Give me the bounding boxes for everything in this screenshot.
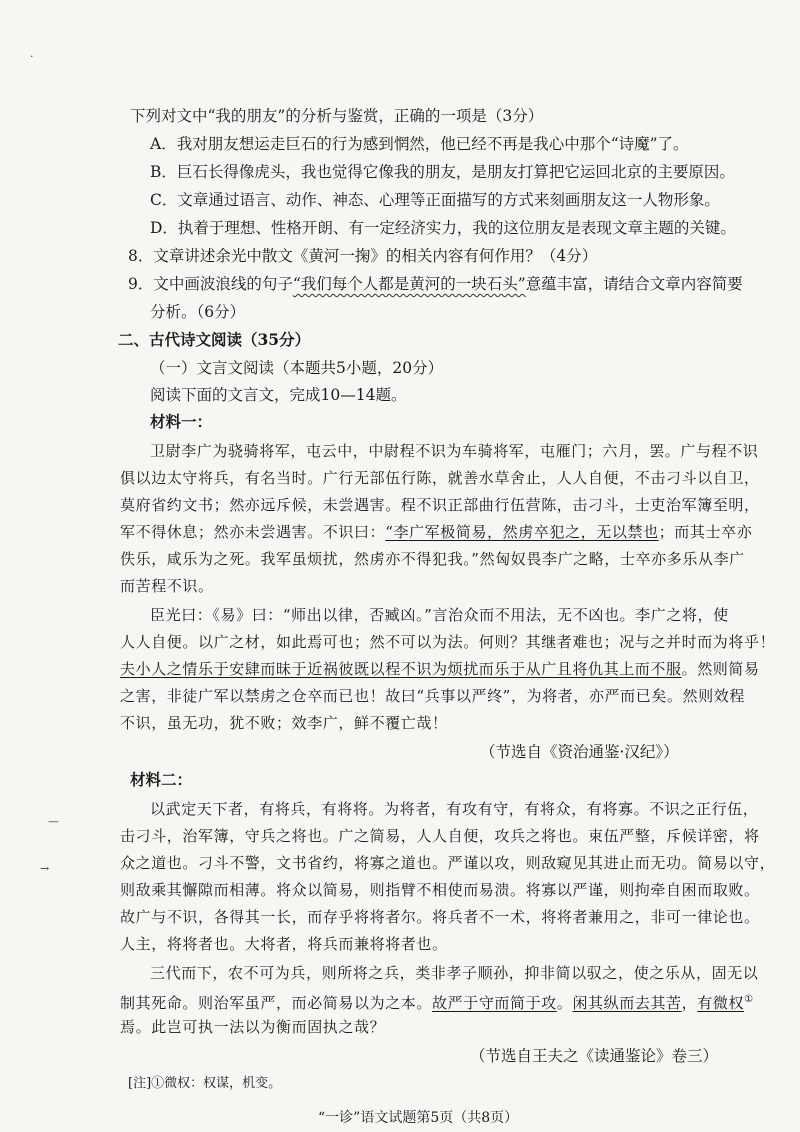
underlined-sentence: “李广军极简易，然虏卒犯之，无以禁也 [385, 523, 659, 541]
material-1-p2-line [120, 659, 760, 679]
material-2-p1-line: 以武定天下者，有将兵，有将将。为将者，有攻有守，有将众，有将寡。不识之正行伍， [150, 800, 759, 818]
material-1-p1-text: 军不得休息；然亦未尝遇害。不识曰： [120, 523, 386, 541]
subsection-1-heading: （一）文言文阅读（本题共5小题，20分） [150, 359, 444, 377]
question-7-stem: 下列对文中“我的朋友”的分析与鉴赏，正确的一项是（3分） [130, 107, 544, 125]
material-1-p1-text: ；而其士卒亦 [658, 523, 753, 541]
material-1-p1-line: 莫府省约文书；然亦远斥候，未尝遇害。程不识正部曲行伍营陈，击刁斗，士吏治军簿至明， [120, 496, 760, 514]
question-9-prefix: 9．文中画波浪线的句子 [128, 275, 293, 293]
question-9-line-2: 分析。（6分） [150, 303, 246, 321]
question-7-option-a: A．我对朋友想运走巨石的行为感到惘然，他已经不再是我心中那个“诗魔”了。 [150, 135, 689, 153]
material-1-p1-line [120, 522, 752, 542]
material-2-p1-line: 则敌乘其懈隙而相薄。将众以简易，则指臂不相使而易溃。将寡以严谨，则拘牵自困而取败。 [120, 881, 760, 899]
material-2-p2-line: 焉。此岂可执一法以为衡而固执之哉？ [120, 1018, 386, 1036]
punctuation: ， [681, 994, 698, 1012]
question-9-line-1 [128, 274, 743, 294]
scan-mark: → [40, 862, 50, 875]
material-2-label: 材料二： [130, 770, 193, 789]
material-1-p2-line: 之害，非徒广军以禁虏之仓卒而已也！故曰“兵事以严终”，为将者，亦严而已矣。然则效程 [120, 687, 745, 705]
material-2-p2-line [120, 990, 754, 1013]
page-footer: “一诊”语文试题第5页（共8页） [318, 1110, 519, 1126]
reading-instruction: 阅读下面的文言文，完成10—14题。 [150, 386, 407, 404]
question-9-suffix: 意蕴丰富，请结合文章内容简要 [525, 275, 743, 293]
question-9-wavy-sentence: “我们每个人都是黄河的一块石头” [292, 275, 526, 293]
material-1-p2-line: 不识，虽无功，犹不败；效李广，鲜不覆亡哉！ [120, 714, 448, 732]
underlined-phrase: 闲其纵而去其苦 [572, 994, 682, 1012]
material-2-p1-line: 故广与不识，各得其一长，而存乎将将者尔。将兵者不一术，将将者兼用之，非可一律论也。 [120, 908, 760, 926]
material-1-p1-line: 而苦程不识。 [120, 577, 214, 595]
material-2-p1-line: 击刁斗，治军簿，守兵之将也。广之简易，人人自便，攻兵之将也。束伍严整，斥候详密，将 [120, 827, 760, 845]
material-1-source: （节选自《资治通鉴·汉纪》） [480, 743, 679, 761]
material-1-p1-line: 卫尉李广为骁骑将军，屯云中，中尉程不识为车骑将军，屯雁门；六月，罢。广与程不识 [150, 442, 759, 460]
underlined-phrase: 有微权 [697, 994, 745, 1012]
question-7-option-d: D．执着于理想、性格开朗、有一定经济实力，我的这位朋友是表现文章主题的关键。 [150, 219, 736, 237]
material-1-p2-text: 。然则简易 [681, 660, 760, 678]
section-2-heading: 二、古代诗文阅读（35分） [118, 330, 311, 349]
material-2-p2-line: 三代而下，农不可为兵，则所将之兵，类非孝子顺孙，抑非简以驭之，使之乐从，固无以 [150, 964, 759, 982]
footnote-marker: ① [744, 994, 754, 1005]
material-2-p2-text: 制其死命。则治军虽严，而必简易以为之本。 [120, 994, 433, 1012]
underlined-sentence: 夫小人之情乐于安肆而昧于近祸彼既以程不识为烦扰而乐于从广且将仇其上而不服 [120, 660, 682, 678]
underlined-phrase: 故严于守而简于攻 [432, 994, 557, 1012]
question-7-option-b: B．巨石长得像虎头，我也觉得它像我的朋友，是朋友打算把它运回北京的主要原因。 [150, 163, 735, 181]
material-1-label: 材料一： [150, 412, 213, 431]
material-2-p1-line: 人主，将将者也。大将者，将兵而兼将将者也。 [120, 935, 448, 953]
material-1-p2-line: 人人自便。以广之材，如此焉可也；然不可以为法。何则？其继者难也；况与之并时而为将乎！ [120, 633, 776, 651]
question-7-option-c: C．文章通过语言、动作、神态、心理等正面描写的方式来刻画朋友这一人物形象。 [150, 191, 720, 209]
scan-mark: — [48, 815, 59, 828]
footnote: [注]①微权：权谋，机变。 [128, 1076, 282, 1091]
question-8: 8．文章讲述余光中散文《黄河一掬》的相关内容有何作用？（4分） [128, 247, 598, 265]
material-1-p1-line: 佚乐，咸乐为之死。我军虽烦扰，然虏亦不得犯我。”然匈奴畏李广之略，士卒亦多乐从李广 [120, 550, 745, 568]
scan-mark: · [30, 50, 34, 63]
material-2-source: （节选自王夫之《读通鉴论》卷三） [470, 1047, 719, 1065]
material-2-p1-line: 众之道也。刁斗不警，文书省约，将寡之道也。严谨以攻，则敌窥见其进止而无功。简易以守， [120, 854, 776, 872]
material-1-p1-line: 俱以边太守将兵，有名当时。广行无部伍行陈，就善水草舍止，人人自便，不击刁斗以自卫， [120, 469, 760, 487]
material-1-p2-line: 臣光曰：《易》曰：“师出以律，否臧凶。”言治众而不用法，无不凶也。李广之将，使 [150, 606, 729, 624]
punctuation: 。 [556, 994, 573, 1012]
